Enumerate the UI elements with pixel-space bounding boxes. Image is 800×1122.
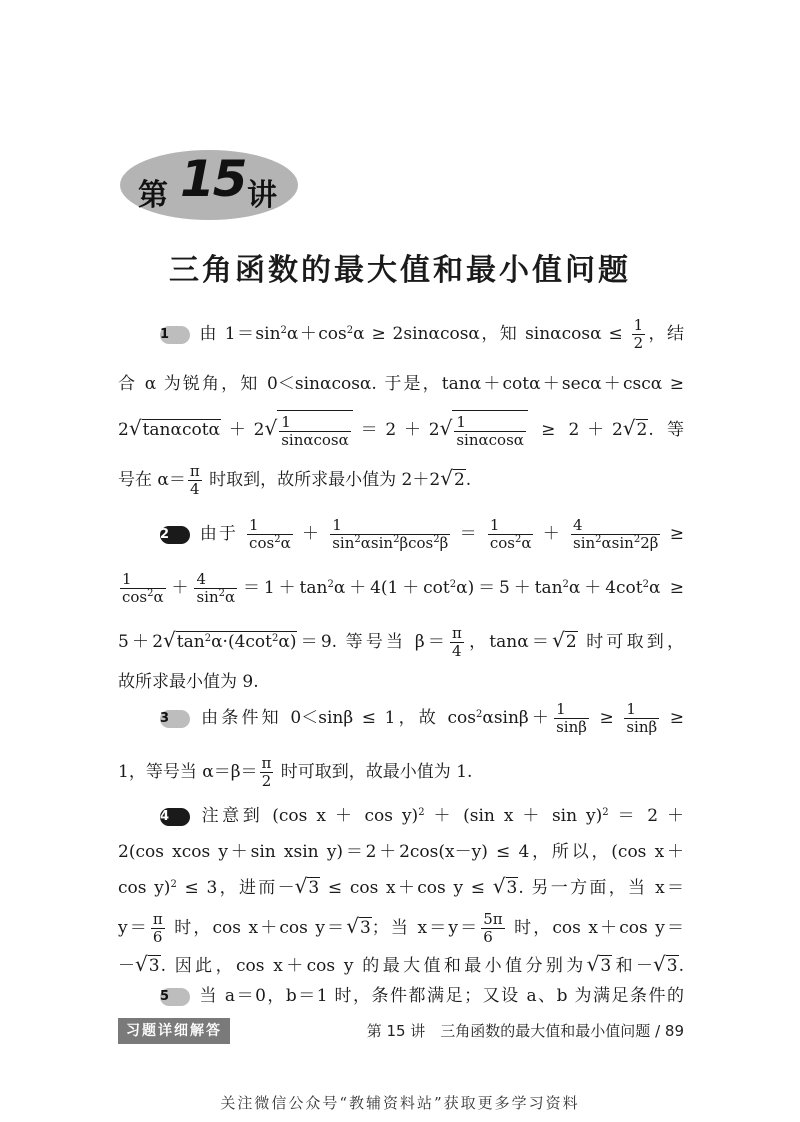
problem-number-5: 5 [160,988,190,1006]
lecture-suffix: 讲 [247,178,277,213]
problem-2-line-3: $5+2√\tan^2\alpha\cdot(4\cot^2\alpha)=9$. 等号当 β＝ $\frac{\pi}{4}$ ，tanα＝√2 时可取到， [118,623,684,660]
lecture-prefix: 第 [138,178,168,213]
problem-5-line-1: 5 当 a＝0，b＝1 时，条件都满足；又设 a、b 为满足条件的 [160,986,684,1006]
problem-3-line-2: 1，等号当 α＝β＝ $\frac{\pi}{2}$ 时可取到，故最小值为 1. [118,753,473,790]
fraction-half: $\frac{1}{2}$ [633,315,644,352]
problem-1-line-4: 号在 α＝ $\frac{\pi}{4}$ 时取到，故所求最小值为 2＋2√2. [118,461,472,498]
watermark-text: 关注微信公众号“教辅资料站”获取更多学习资料 [220,1094,580,1112]
footer-section-tag: 习题详细解答 [118,1018,230,1044]
problem-number-1: 1 [160,326,190,344]
problem-number-4: 4 [160,808,190,826]
problem-1-line-1: 1 由 $1=\sin^2\alpha+\cos^2\alpha \ge 2\sin\alpha\cos\alpha$，知 sinαcosα ≤ $\frac{1}{2}$ ，结 [160,315,684,352]
problem-2-line-1: 2 由于 $\frac{1}{\cos^2\alpha}$ ＋ $\frac{1}{\sin^2\alpha\sin^2\beta\cos^2\beta}$ ＝ $\frac{1}{\cos^2\alpha}$ ＋ $\frac{4}{\sin^2\alpha\sin^22\beta}$ ≥ [160,515,684,552]
problem-1-line-2: 合 α 为锐角，知 0＜sinαcosα. 于是，tanα＋cotα＋secα＋cscα ≥ [118,374,684,394]
lecture-number: 15 [180,150,246,208]
problem-4-line-5: －√3. 因此，cos x＋cos y 的最大值和最小值分别为√3和－√3. [118,952,685,976]
page-title: 三角函数的最大值和最小值问题 [169,253,631,288]
problem-4-line-3: cos y)$^2$ ≤ 3，进而－√3 ≤ cos x＋cos y ≤ √3. 另一方面，当 x＝ [118,874,684,898]
problem-2-line-2: $\frac{1}{\cos^2\alpha}$ ＋ $\frac{4}{\sin^2\alpha}$ $=1+\tan^2\alpha+4(1+\cot^2\alpha)=5+\tan^2\alpha+4\cot^2\alpha$ ≥ [122,569,685,606]
problem-4-line-4: y＝ $\frac{\pi}{6}$ 时，cos x＋cos y＝√3；当 x＝y＝ $\frac{5\pi}{6}$ 时，cos x＋cos y＝ [118,909,684,946]
problem-number-3: 3 [160,710,190,728]
problem-3-line-1: 3 由条件知 0＜sinβ ≤ 1，故 $\cos^2\alpha\sin\beta+$ $\frac{1}{\sin\beta}$ ≥ $\frac{1}{\sin\beta}$ ≥ [160,699,684,736]
problem-1-line-3: 2√tanαcotα＋2√ $\frac{1}{\sin\alpha\cos\alpha}$ ＝2＋2√ $\frac{1}{\sin\alpha\cos\alpha}$ ≥ 2＋2√2. 等 [118,408,684,448]
problem-2-line-4: 故所求最小值为 9. [118,672,259,692]
problem-4-line-2: 2(cos xcos y＋sin xsin y)＝2＋2cos(x－y) ≤ 4，所以，(cos x＋ [118,842,685,862]
problem-number-2: 2 [160,526,190,544]
footer-running-title: 第 15 讲 三角函数的最大值和最小值问题 / 89 [366,1022,684,1040]
problem-4-line-1: 4 注意到 (cos x ＋ cos y)$^2$ ＋ (sin x ＋ sin y)$^2$ ＝ 2 ＋ [160,806,685,826]
